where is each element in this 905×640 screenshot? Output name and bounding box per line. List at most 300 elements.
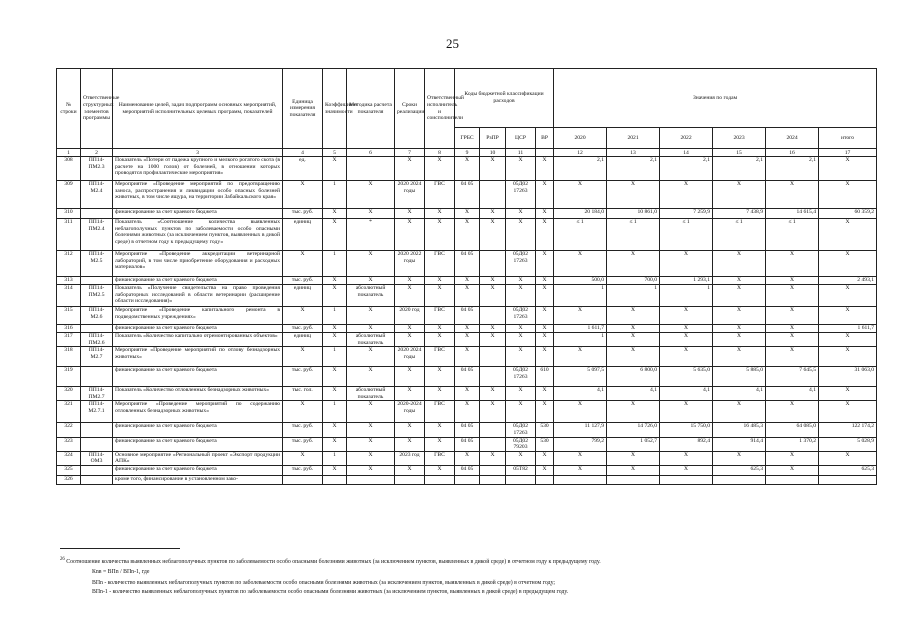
year-value: 11 127,9 bbox=[554, 423, 607, 437]
year-value: 1 bbox=[607, 285, 660, 307]
vr-code: X bbox=[536, 347, 554, 367]
structure-code: ПП14-ПМ2.3 bbox=[81, 157, 113, 181]
period: X bbox=[395, 209, 425, 219]
year-value: X bbox=[660, 181, 713, 209]
year-value: X bbox=[607, 465, 660, 475]
year-value: X bbox=[607, 347, 660, 367]
year-value: X bbox=[819, 157, 877, 181]
method: абсолютный показатель bbox=[347, 285, 395, 307]
year-value: X bbox=[713, 285, 766, 307]
page-number: 25 bbox=[446, 36, 459, 51]
year-value: 1 bbox=[554, 285, 607, 307]
year-value: 1 370,2 bbox=[766, 437, 819, 451]
row-number: 308 bbox=[57, 157, 81, 181]
method: X bbox=[347, 325, 395, 333]
rzpr-code: X bbox=[480, 277, 506, 285]
year-value bbox=[819, 475, 877, 484]
year-value: 700,0 bbox=[607, 277, 660, 285]
csr-code: X bbox=[506, 219, 536, 251]
structure-code bbox=[81, 423, 113, 437]
executor: X bbox=[425, 423, 455, 437]
weight: X bbox=[323, 277, 347, 285]
year-value: X bbox=[819, 285, 877, 307]
year-value: 500,0 bbox=[554, 277, 607, 285]
header-row-no: № строки bbox=[57, 69, 81, 149]
item-name: Мероприятие «Проведение мероприятий по предотвращению заноса, распространения и ликвидации особо опасных болезней животных, в том числе ящура, на территории Забайкальского края» bbox=[113, 181, 283, 209]
executor: X bbox=[425, 387, 455, 401]
weight: 1 bbox=[323, 181, 347, 209]
item-name: Показатель «Потери от падежа крупного и мелкого рогатого скота (в расчете на 1000 голов) от болезней, в отношении которых проводятся профилактические мероприятия» bbox=[113, 157, 283, 181]
weight: X bbox=[323, 219, 347, 251]
vr-code: X bbox=[536, 401, 554, 423]
year-value: X bbox=[607, 401, 660, 423]
structure-code bbox=[81, 209, 113, 219]
weight: X bbox=[323, 209, 347, 219]
year-value: 122 174,2 bbox=[819, 423, 877, 437]
item-name: финансирование за счет краевого бюджета bbox=[113, 277, 283, 285]
year-value: X bbox=[660, 307, 713, 325]
rzpr-code: X bbox=[480, 219, 506, 251]
vr-code: 610 bbox=[536, 367, 554, 387]
rzpr-code bbox=[480, 475, 506, 484]
rzpr-code: X bbox=[480, 387, 506, 401]
row-number: 314 bbox=[57, 285, 81, 307]
method: X bbox=[347, 437, 395, 451]
table-row bbox=[57, 325, 877, 333]
period: X bbox=[395, 325, 425, 333]
period: 2020 2022 годы bbox=[395, 251, 425, 277]
csr-code: X bbox=[506, 285, 536, 307]
executor: X bbox=[425, 209, 455, 219]
year-value: 799,2 bbox=[554, 437, 607, 451]
period: 2020 2024 годы bbox=[395, 181, 425, 209]
year-value: 31 063,0 bbox=[819, 367, 877, 387]
csr-code: X bbox=[506, 157, 536, 181]
year-value: 892,4 bbox=[660, 437, 713, 451]
grbs-code: 04 05 bbox=[455, 437, 480, 451]
item-name: Показатель «Соотношение количества выявленных неблагополучных пунктов по заболеваемости особо опасными болезнями животных (за исключением пунктов, выявленных в дикой среде) в отчетном году к предыдущему году» bbox=[113, 219, 283, 251]
header-index-cell: 5 bbox=[323, 149, 347, 157]
year-value: 4,1 bbox=[766, 387, 819, 401]
rzpr-code: X bbox=[480, 209, 506, 219]
table-row bbox=[57, 451, 877, 465]
csr-code: 05Д02 17263 bbox=[506, 181, 536, 209]
year-value: X bbox=[713, 307, 766, 325]
period: 2020-2024 годы bbox=[395, 401, 425, 423]
table-row bbox=[57, 285, 877, 307]
header-year-col: 2020 bbox=[554, 128, 607, 149]
rzpr-code: X bbox=[480, 325, 506, 333]
vr-code: X bbox=[536, 465, 554, 475]
year-value: X bbox=[766, 285, 819, 307]
header-index-cell: 3 bbox=[113, 149, 283, 157]
period: 2020 2024 годы bbox=[395, 347, 425, 367]
rzpr-code bbox=[480, 423, 506, 437]
unit: единиц bbox=[283, 285, 323, 307]
year-value: 7 259,9 bbox=[660, 209, 713, 219]
row-number: 309 bbox=[57, 181, 81, 209]
method: X bbox=[347, 181, 395, 209]
item-name: кроме того, финансирование в установленном зако- bbox=[113, 475, 283, 484]
unit: X bbox=[283, 181, 323, 209]
period: X bbox=[395, 387, 425, 401]
grbs-code: 04 05 bbox=[455, 251, 480, 277]
header-code-col: ЦСР bbox=[506, 128, 536, 149]
year-value: 6 800,0 bbox=[607, 367, 660, 387]
weight: 1 bbox=[323, 347, 347, 367]
year-value: 914,4 bbox=[713, 437, 766, 451]
year-value: X bbox=[766, 347, 819, 367]
method bbox=[347, 475, 395, 484]
header-index-cell: 2 bbox=[81, 149, 113, 157]
year-value: 7 645,5 bbox=[766, 367, 819, 387]
csr-code: X bbox=[506, 209, 536, 219]
structure-code: ПП14-М2.6 bbox=[81, 307, 113, 325]
weight: X bbox=[323, 157, 347, 181]
year-value: 1 611,7 bbox=[554, 325, 607, 333]
header-weight: Коэффициент значимости bbox=[323, 69, 347, 149]
header-values-by-year: Значения по годам bbox=[554, 69, 877, 128]
method: X bbox=[347, 307, 395, 325]
grbs-code: X bbox=[455, 347, 480, 367]
executor: X bbox=[425, 219, 455, 251]
row-number: 322 bbox=[57, 423, 81, 437]
table-row bbox=[57, 219, 877, 251]
year-value: X bbox=[607, 333, 660, 347]
year-value: X bbox=[554, 251, 607, 277]
executor: ГВС bbox=[425, 251, 455, 277]
year-value: X bbox=[660, 401, 713, 423]
year-value: 5 635,0 bbox=[660, 367, 713, 387]
rzpr-code: X bbox=[480, 451, 506, 465]
method: X bbox=[347, 451, 395, 465]
period: X bbox=[395, 437, 425, 451]
year-value: 1 611,7 bbox=[819, 325, 877, 333]
grbs-code: X bbox=[455, 209, 480, 219]
unit bbox=[283, 475, 323, 484]
table-row bbox=[57, 401, 877, 423]
period: X bbox=[395, 333, 425, 347]
executor bbox=[425, 475, 455, 484]
year-value: X bbox=[554, 181, 607, 209]
method: X bbox=[347, 367, 395, 387]
item-name: Показатель «Количество капитально отремонтированных объектов» bbox=[113, 333, 283, 347]
year-value: X bbox=[713, 347, 766, 367]
year-value: X bbox=[819, 219, 877, 251]
structure-code bbox=[81, 277, 113, 285]
year-value: 625,3 bbox=[713, 465, 766, 475]
row-number: 316 bbox=[57, 325, 81, 333]
weight bbox=[323, 475, 347, 484]
year-value: X bbox=[766, 325, 819, 333]
grbs-code: X bbox=[455, 451, 480, 465]
year-value: X bbox=[713, 401, 766, 423]
unit: тыс. руб. bbox=[283, 367, 323, 387]
year-value: X bbox=[819, 387, 877, 401]
header-year-col: 2023 bbox=[713, 128, 766, 149]
item-name: финансирование за счет краевого бюджета bbox=[113, 423, 283, 437]
executor: ГВС bbox=[425, 401, 455, 423]
period: X bbox=[395, 367, 425, 387]
header-code-col: ВР bbox=[536, 128, 554, 149]
year-value: 2 493,1 bbox=[819, 277, 877, 285]
structure-code bbox=[81, 325, 113, 333]
executor: X bbox=[425, 367, 455, 387]
structure-code: ПП14-М2.7.1 bbox=[81, 401, 113, 423]
grbs-code: X bbox=[455, 333, 480, 347]
header-name: Наименование целей, задач подпрограмм основных мероприятий, мероприятий исполнительных целевых программ, показателей bbox=[113, 69, 283, 149]
structure-code: ПП14-ПМ2.7 bbox=[81, 387, 113, 401]
method bbox=[347, 157, 395, 181]
year-value: X bbox=[713, 251, 766, 277]
footnote-def1: ВПn - количество выявленных неблагополучных пунктов по заболеваемости особо опасными болезнями животных (за исключением пунктов, выявленных в дикой среде) в отчетном году; bbox=[92, 580, 556, 586]
item-name: Мероприятие «Проведение капитального ремонта в подведомственных учреждениях» bbox=[113, 307, 283, 325]
rzpr-code bbox=[480, 251, 506, 277]
year-value: 64 085,0 bbox=[766, 423, 819, 437]
year-value: X bbox=[607, 307, 660, 325]
structure-code bbox=[81, 465, 113, 475]
row-number: 312 bbox=[57, 251, 81, 277]
year-value: 5 885,0 bbox=[713, 367, 766, 387]
vr-code: X bbox=[536, 181, 554, 209]
unit: X bbox=[283, 307, 323, 325]
table-row bbox=[57, 347, 877, 367]
item-name: финансирование за счет краевого бюджета bbox=[113, 367, 283, 387]
grbs-code: X bbox=[455, 285, 480, 307]
year-value: X bbox=[554, 451, 607, 465]
header-code: Ответственные структурных элементов программы bbox=[81, 69, 113, 149]
header-year-col: 2024 bbox=[766, 128, 819, 149]
year-value: 625,3 bbox=[819, 465, 877, 475]
year-value: ≤ 1 bbox=[713, 219, 766, 251]
header-index-cell: 15 bbox=[713, 149, 766, 157]
program-table bbox=[56, 68, 877, 485]
executor: ГВС bbox=[425, 451, 455, 465]
rzpr-code: X bbox=[480, 157, 506, 181]
year-value: 20 184,0 bbox=[554, 209, 607, 219]
vr-code: X bbox=[536, 307, 554, 325]
method: X bbox=[347, 347, 395, 367]
header-executor: Ответственный исполнитель и соисполнители bbox=[425, 69, 455, 149]
csr-code: X bbox=[506, 387, 536, 401]
vr-code: X bbox=[536, 333, 554, 347]
year-value: X bbox=[766, 181, 819, 209]
rzpr-code: X bbox=[480, 333, 506, 347]
rzpr-code bbox=[480, 181, 506, 209]
weight: X bbox=[323, 333, 347, 347]
table-row bbox=[57, 277, 877, 285]
weight: 1 bbox=[323, 307, 347, 325]
csr-code: X bbox=[506, 325, 536, 333]
unit: тыс. руб. bbox=[283, 277, 323, 285]
method: X bbox=[347, 401, 395, 423]
header-index-cell: 9 bbox=[455, 149, 480, 157]
unit: X bbox=[283, 401, 323, 423]
year-value: X bbox=[819, 347, 877, 367]
weight: X bbox=[323, 437, 347, 451]
year-value: 1 bbox=[660, 285, 713, 307]
footnote-formula: Кnв = ВПn / ВПn-1, где bbox=[92, 569, 150, 575]
unit: единиц bbox=[283, 219, 323, 251]
unit: тыс. руб. bbox=[283, 465, 323, 475]
structure-code: ПП14-М2.5 bbox=[81, 251, 113, 277]
period: X bbox=[395, 285, 425, 307]
grbs-code: X bbox=[455, 401, 480, 423]
unit: тыс. руб. bbox=[283, 325, 323, 333]
method: абсолютный показатель bbox=[347, 333, 395, 347]
grbs-code bbox=[455, 475, 480, 484]
weight: 1 bbox=[323, 451, 347, 465]
rzpr-code bbox=[480, 437, 506, 451]
year-value: X bbox=[766, 465, 819, 475]
vr-code: 530 bbox=[536, 423, 554, 437]
year-value: 1 052,7 bbox=[607, 437, 660, 451]
year-value: X bbox=[607, 325, 660, 333]
method: X bbox=[347, 423, 395, 437]
row-number: 323 bbox=[57, 437, 81, 451]
item-name: финансирование за счет краевого бюджета bbox=[113, 209, 283, 219]
year-value: 1 293,1 bbox=[660, 277, 713, 285]
year-value: X bbox=[766, 451, 819, 465]
row-number: 326 bbox=[57, 475, 81, 484]
year-value bbox=[713, 475, 766, 484]
year-value: X bbox=[713, 277, 766, 285]
unit: X bbox=[283, 451, 323, 465]
year-value: X bbox=[819, 251, 877, 277]
unit: единиц bbox=[283, 333, 323, 347]
year-value: X bbox=[819, 307, 877, 325]
year-value: X bbox=[554, 347, 607, 367]
year-value: 4,1 bbox=[554, 387, 607, 401]
row-number: 324 bbox=[57, 451, 81, 465]
structure-code bbox=[81, 437, 113, 451]
header-index-cell: 14 bbox=[660, 149, 713, 157]
year-value: X bbox=[766, 401, 819, 423]
executor: X bbox=[425, 157, 455, 181]
header-index-cell: 4 bbox=[283, 149, 323, 157]
structure-code bbox=[81, 367, 113, 387]
period: X bbox=[395, 277, 425, 285]
method: * bbox=[347, 219, 395, 251]
structure-code bbox=[81, 475, 113, 484]
weight: X bbox=[323, 465, 347, 475]
header-index-cell: 16 bbox=[766, 149, 819, 157]
year-value: X bbox=[554, 465, 607, 475]
rzpr-code: X bbox=[480, 401, 506, 423]
row-number: 311 bbox=[57, 219, 81, 251]
year-value: X bbox=[607, 451, 660, 465]
header-year-col: 2022 bbox=[660, 128, 713, 149]
year-value: 15 750,0 bbox=[660, 423, 713, 437]
footnote-rule bbox=[60, 548, 180, 549]
structure-code: ПП14-ПМ2.4 bbox=[81, 219, 113, 251]
table-row bbox=[57, 209, 877, 219]
year-value bbox=[607, 475, 660, 484]
grbs-code: X bbox=[455, 219, 480, 251]
method: X bbox=[347, 209, 395, 219]
csr-code: X bbox=[506, 333, 536, 347]
csr-code: 05Д02 17263 bbox=[506, 307, 536, 325]
table-row bbox=[57, 367, 877, 387]
table-row bbox=[57, 307, 877, 325]
year-value: X bbox=[766, 277, 819, 285]
period: X bbox=[395, 219, 425, 251]
footnote-text: $^{26}$ Соотношение количества выявленных неблагополучных пунктов по заболеваемости особо опасными болезнями животных (за исключением пунктов, выявленных в дикой среде) в отчетном году к предыдущему году. bbox=[60, 557, 601, 565]
year-value: X bbox=[766, 251, 819, 277]
csr-code: X bbox=[506, 347, 536, 367]
year-value: X bbox=[607, 251, 660, 277]
csr-code: 05Д02 17263 bbox=[506, 423, 536, 437]
table-row bbox=[57, 251, 877, 277]
year-value: X bbox=[554, 401, 607, 423]
row-number: 313 bbox=[57, 277, 81, 285]
header-unit: Единица измерения показателя bbox=[283, 69, 323, 149]
year-value: 16 485,3 bbox=[713, 423, 766, 437]
vr-code: X bbox=[536, 387, 554, 401]
vr-code: X bbox=[536, 219, 554, 251]
table-row bbox=[57, 181, 877, 209]
year-value: 2,1 bbox=[554, 157, 607, 181]
executor: X bbox=[425, 285, 455, 307]
year-value: X bbox=[660, 251, 713, 277]
unit: X bbox=[283, 347, 323, 367]
period: X bbox=[395, 157, 425, 181]
vr-code: X bbox=[536, 277, 554, 285]
structure-code: ПП14-М2.4 bbox=[81, 181, 113, 209]
year-value: X bbox=[554, 307, 607, 325]
year-value: 5 097,5 bbox=[554, 367, 607, 387]
method: X bbox=[347, 277, 395, 285]
header-code-col: РзПР bbox=[480, 128, 506, 149]
year-value: X bbox=[660, 333, 713, 347]
year-value: 1 bbox=[554, 333, 607, 347]
year-value: ≤ 1 bbox=[607, 219, 660, 251]
header-budget-codes: Коды бюджетной классификации расходов bbox=[455, 69, 554, 128]
footnote-def2: ВПn-1 - количество выявленных неблагополучных пунктов по заболеваемости особо опасными болезнями животных (за исключением пунктов, выявленных в дикой среде) в предыдущем году. bbox=[92, 589, 569, 595]
grbs-code: 04 05 bbox=[455, 307, 480, 325]
header-index-cell: 12 bbox=[554, 149, 607, 157]
header-index-cell: 7 bbox=[395, 149, 425, 157]
period bbox=[395, 475, 425, 484]
csr-code: X bbox=[506, 451, 536, 465]
item-name: Основное мероприятие «Региональный проект «Экспорт продукции АПК» bbox=[113, 451, 283, 465]
rzpr-code: X bbox=[480, 285, 506, 307]
item-name: Мероприятие «Проведение мероприятий по отлову безнадзорных животных» bbox=[113, 347, 283, 367]
structure-code: ПП14-ПМ2.6 bbox=[81, 333, 113, 347]
structure-code: ПП14-М2.7 bbox=[81, 347, 113, 367]
period: 2020 год bbox=[395, 307, 425, 325]
header-index-cell: 10 bbox=[480, 149, 506, 157]
year-value: X bbox=[713, 181, 766, 209]
unit: тыс. руб. bbox=[283, 209, 323, 219]
unit: тыс. гол. bbox=[283, 387, 323, 401]
header-index-cell: 11 bbox=[506, 149, 536, 157]
header-index-cell bbox=[536, 149, 554, 157]
year-value: X bbox=[607, 181, 660, 209]
row-number: 315 bbox=[57, 307, 81, 325]
year-value: X bbox=[819, 333, 877, 347]
year-value: X bbox=[660, 465, 713, 475]
weight: 1 bbox=[323, 401, 347, 423]
rzpr-code bbox=[480, 465, 506, 475]
rzpr-code bbox=[480, 307, 506, 325]
csr-code: 05Д02 79203 bbox=[506, 437, 536, 451]
year-value: ≤ 1 bbox=[660, 219, 713, 251]
header-index-cell: 8 bbox=[425, 149, 455, 157]
weight: 1 bbox=[323, 251, 347, 277]
weight: X bbox=[323, 387, 347, 401]
item-name: финансирование за счет краевого бюджета bbox=[113, 465, 283, 475]
